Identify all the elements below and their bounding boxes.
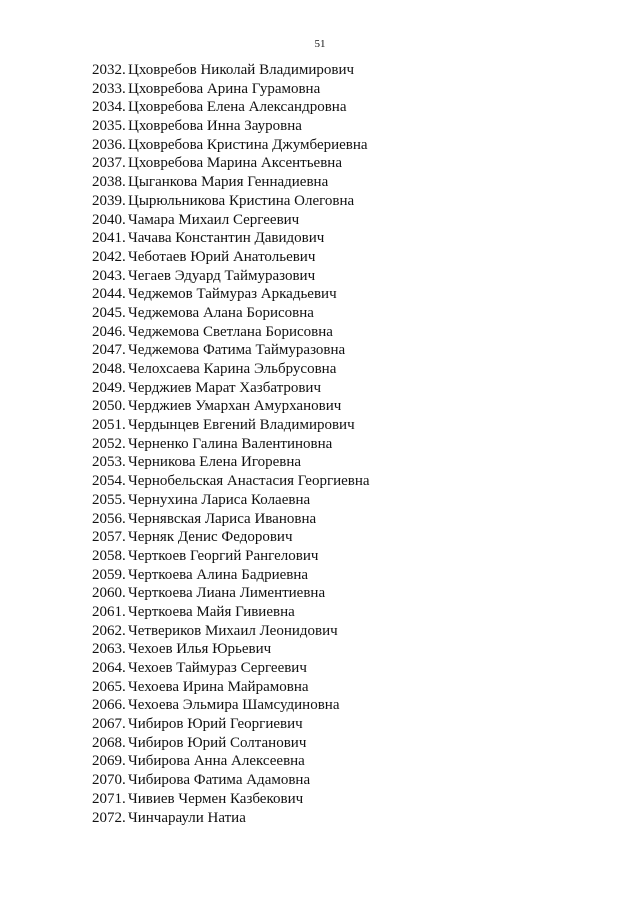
list-item — [92, 640, 370, 659]
item-number: 2036. — [92, 136, 126, 153]
list-item — [92, 678, 370, 697]
person-name: Черткоев Георгий Рангелович — [128, 547, 319, 564]
person-name: Чибиров Юрий Солтанович — [128, 734, 307, 751]
person-name: Цыганкова Мария Геннадиевна — [128, 174, 329, 191]
person-name: Чехоев Илья Юрьевич — [128, 641, 272, 658]
list-item — [92, 61, 370, 80]
list-item — [92, 98, 370, 117]
list-item — [92, 453, 370, 472]
item-number: 2038. — [92, 174, 126, 191]
page-number: 51 — [314, 38, 326, 50]
person-name: Черткоева Алина Бадриевна — [128, 566, 309, 583]
item-number: 2069. — [92, 753, 126, 770]
list-item — [92, 547, 370, 566]
list-item — [92, 491, 370, 510]
person-name: Чибиров Юрий Георгиевич — [128, 716, 303, 733]
person-name: Чачава Константин Давидович — [128, 230, 325, 247]
list-item — [92, 603, 370, 622]
item-number: 2067. — [92, 716, 126, 733]
person-name: Чеботаев Юрий Анатольевич — [128, 248, 316, 265]
person-name: Черникова Елена Игоревна — [128, 454, 302, 471]
item-number: 2061. — [92, 603, 126, 620]
list-item — [92, 809, 370, 828]
item-number: 2049. — [92, 379, 126, 396]
item-number: 2052. — [92, 435, 126, 452]
list-item — [92, 510, 370, 529]
person-name: Чехоева Эльмира Шамсудиновна — [128, 697, 340, 714]
item-number: 2032. — [92, 62, 126, 78]
list-item — [92, 285, 370, 304]
list-item — [92, 248, 370, 267]
person-name: Черняк Денис Федорович — [128, 529, 293, 546]
person-name: Черджиев Умархан Амурханович — [128, 398, 342, 415]
person-name: Цховребова Арина Гурамовна — [128, 80, 321, 97]
list-item — [92, 154, 370, 173]
person-name: Чердынцев Евгений Владимирович — [128, 417, 355, 434]
list-item — [92, 173, 370, 192]
list-item — [92, 304, 370, 323]
person-name: Чеджемова Светлана Борисовна — [128, 323, 333, 340]
list-item — [92, 734, 370, 753]
item-number: 2042. — [92, 248, 126, 265]
list-item — [92, 752, 370, 771]
list-item — [92, 117, 370, 136]
person-name: Чернявская Лариса Ивановна — [128, 510, 317, 527]
list-item — [92, 397, 370, 416]
person-name: Чивиев Чермен Казбекович — [128, 790, 304, 807]
person-name: Чехоев Таймураз Сергеевич — [128, 660, 307, 676]
list-item — [92, 622, 370, 641]
item-number: 2048. — [92, 361, 126, 377]
person-name: Цховребова Кристина Джумбериевна — [128, 136, 368, 153]
item-number: 2060. — [92, 585, 126, 602]
item-number: 2046. — [92, 323, 126, 340]
list-item — [92, 790, 370, 809]
item-number: 2037. — [92, 155, 126, 172]
item-number: 2057. — [92, 529, 126, 546]
list-item — [92, 566, 370, 585]
list-item — [92, 659, 370, 678]
item-number: 2035. — [92, 118, 126, 135]
person-name: Чибирова Фатима Адамовна — [128, 772, 311, 789]
list-item — [92, 584, 370, 603]
item-number: 2045. — [92, 304, 126, 321]
item-number: 2065. — [92, 678, 126, 695]
list-item — [92, 211, 370, 230]
person-name: Чеджемова Фатима Таймуразовна — [128, 342, 346, 359]
list-item — [92, 379, 370, 398]
list-item — [92, 360, 370, 379]
item-number: 2033. — [92, 80, 126, 97]
person-name: Цховребов Николай Владимирович — [128, 62, 355, 78]
list-item — [92, 192, 370, 211]
item-number: 2068. — [92, 734, 126, 751]
person-name: Цховребова Елена Александровна — [128, 99, 347, 116]
list-item — [92, 416, 370, 435]
item-number: 2059. — [92, 566, 126, 583]
list-item — [92, 435, 370, 454]
item-number: 2058. — [92, 547, 126, 564]
person-name: Чернобельская Анастасия Георгиевна — [128, 473, 370, 490]
list-item — [92, 229, 370, 248]
list-item — [92, 696, 370, 715]
list-item — [92, 341, 370, 360]
person-name: Чибирова Анна Алексеевна — [128, 753, 305, 770]
item-number: 2053. — [92, 454, 126, 471]
item-number: 2051. — [92, 417, 126, 434]
person-name: Чинчараули Натиа — [128, 809, 246, 826]
list-item — [92, 80, 370, 99]
item-number: 2050. — [92, 398, 126, 415]
item-number: 2054. — [92, 473, 126, 490]
person-name: Чегаев Эдуард Таймуразович — [128, 267, 316, 284]
name-list — [92, 61, 370, 827]
person-name: Черткоева Лиана Лиментиевна — [128, 585, 326, 602]
item-number: 2070. — [92, 772, 126, 789]
item-number: 2056. — [92, 510, 126, 527]
item-number: 2043. — [92, 267, 126, 284]
item-number: 2044. — [92, 286, 126, 303]
person-name: Чехоева Ирина Майрамовна — [128, 678, 309, 695]
person-name: Цховребова Марина Аксентьевна — [128, 155, 342, 172]
list-item — [92, 715, 370, 734]
person-name: Чамара Михаил Сергеевич — [128, 211, 300, 228]
list-item — [92, 472, 370, 491]
person-name: Четвериков Михаил Леонидович — [128, 622, 338, 639]
item-number: 2066. — [92, 697, 126, 714]
item-number: 2041. — [92, 230, 126, 247]
person-name: Черненко Галина Валентиновна — [128, 435, 333, 452]
item-number: 2064. — [92, 660, 126, 676]
person-name: Цырюльникова Кристина Олеговна — [128, 192, 355, 209]
item-number: 2034. — [92, 99, 126, 116]
person-name: Чернухина Лариса Колаевна — [128, 491, 311, 508]
item-number: 2072. — [92, 809, 126, 826]
list-item — [92, 528, 370, 547]
item-number: 2071. — [92, 790, 126, 807]
person-name: Чеджемова Алана Борисовна — [128, 304, 314, 321]
item-number: 2047. — [92, 342, 126, 359]
item-number: 2039. — [92, 192, 126, 209]
person-name: Черткоева Майя Гивиевна — [128, 603, 295, 620]
list-item — [92, 323, 370, 342]
item-number: 2063. — [92, 641, 126, 658]
person-name: Челохсаева Карина Эльбрусовна — [128, 361, 337, 377]
person-name: Цховребова Инна Зауровна — [128, 118, 302, 135]
list-item — [92, 267, 370, 286]
list-item — [92, 136, 370, 155]
item-number: 2040. — [92, 211, 126, 228]
person-name: Чеджемов Таймураз Аркадьевич — [128, 286, 337, 303]
item-number: 2055. — [92, 491, 126, 508]
item-number: 2062. — [92, 622, 126, 639]
person-name: Черджиев Марат Хазбатрович — [128, 379, 322, 396]
list-item — [92, 771, 370, 790]
